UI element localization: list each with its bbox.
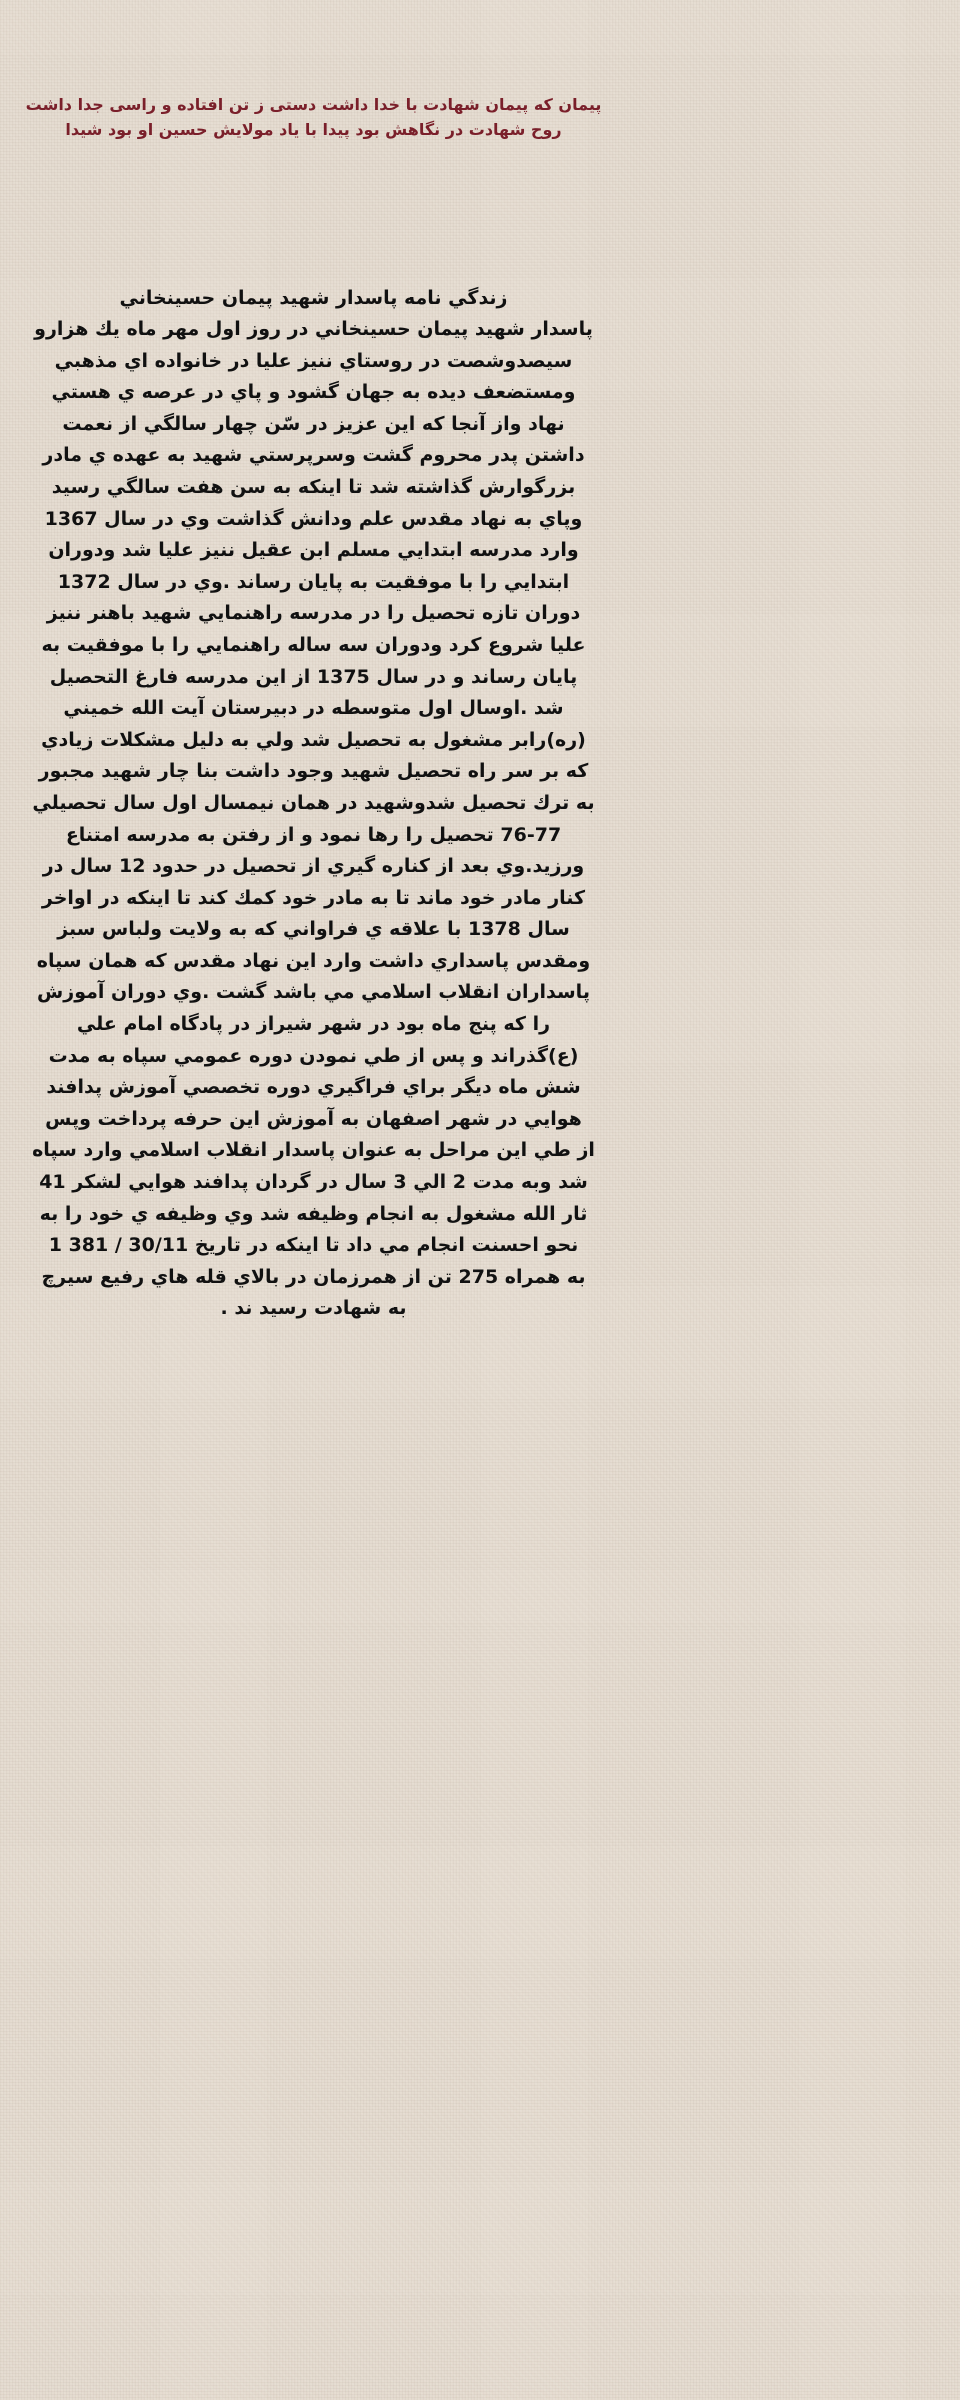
body-line: دوران تازه تحصيل را در مدرسه راهنمايي شهيد باهنر ننيز [46,602,581,625]
body-line: به ترك تحصيل شدوشهيد در همان نيمسال اول سال تحصيلي [32,791,595,814]
poem-line: پیمان که پیمان شهادت با خدا داشت دستی ز تن افتاده و راسی جدا داشت [25,95,602,114]
body-line: ثار الله مشغول به انجام وظيفه شد وي وظيفه ي خود را به [39,1202,588,1225]
body-line: پاسداران انقلاب اسلامي مي باشد گشت .وي دوران آموزش [37,981,590,1004]
body-line: را كه پنج ماه بود در شهر شيراز در پادگاه امام علي [76,1013,551,1036]
body-line: سيصدوشصت در روستاي ننيز عليا در خانواده اي مذهبي [54,349,573,372]
body-line: از طي اين مراحل به عنوان پاسدار انقلاب اسلامي وارد سپاه [32,1139,595,1162]
body-line: (ره)رابر مشغول به تحصيل شد ولي به دليل مشكلات زيادي [41,728,586,751]
body-line: به همراه 275 تن از همرزمان در بالاي قله هاي رفيع سيرچ [41,1265,586,1288]
body-line: كه بر سر راه تحصيل شهيد وجود داشت بنا چار شهيد مجبور [38,760,589,783]
poem-header [12,92,615,142]
body-line: 76-77 تحصيل را رها نمود و از رفتن به مدرسه امتناع [65,823,562,846]
article-title: زندگي نامه پاسدار شهيد پيمان حسينخاني [119,287,508,309]
body-line: ومقدس پاسداري داشت وارد اين نهاد مقدس كه همان سپاه [36,949,591,972]
body-line: پايان رساند و در سال 1375 از اين مدرسه فارغ التحصيل [49,665,578,688]
poem-line: روح شهادت در نگاهش بود پیدا با یاد مولایش حسین او بود شیدا [65,120,562,139]
body-line: وارد مدرسه ابتدايي مسلم ابن عقيل ننيز عليا شد ودوران [48,539,579,562]
biography-article [22,282,605,1325]
body-line: شش ماه ديگر براي فراگيري دوره تخصصي آموزش پدافند [46,1076,581,1099]
body-line: شد وبه مدت 2 الي 3 سال در گردان پدافند هوايي لشكر 41 [39,1171,588,1194]
body-line: سال 1378 با علاقه ي فراواني كه به ولايت ولباس سبز [57,918,570,941]
body-line: به شهادت رسيد ند . [220,1297,407,1320]
body-line: وپاي به نهاد مقدس علم ودانش گذاشت وي در سال 1367 [44,507,583,530]
body-line: نحو احسنت انجام مي داد تا اينكه در تاريخ 30/11 / 381 1 [48,1234,579,1257]
body-line: پاسدار شهيد پيمان حسينخاني در روز اول مهر ماه يك هزارو [34,318,593,340]
body-line: ابتدايي را با موفقيت به پايان رساند .وي در سال 1372 [57,570,570,593]
body-line: هوايي در شهر اصفهان به آموزش اين حرفه پرداخت وپس [45,1107,582,1130]
body-line: ومستضعف ديده به جهان گشود و پاي در عرصه ي هستي [51,381,576,404]
body-line: (ع)گذراند و پس از طي نمودن دوره عمومي سپاه به مدت [48,1044,579,1067]
body-line: ورزيد.وي بعد از كناره گيري از تحصيل در حدود 12 سال در [42,855,585,878]
body-line: شد .اوسال اول متوسطه در دبيرستان آيت الله خميني [63,697,564,720]
body-line: عليا شروع كرد ودوران سه ساله راهنمايي را با موفقيت به [41,633,586,656]
body-line: نهاد واز آنجا كه اين عزيز در سّن چهار سالگي از نعمت [62,412,565,435]
body-line: كنار مادر خود ماند تا به مادر خود كمك كند تا اينكه در اواخر [41,886,586,909]
body-line: بزرگوارش گذاشته شد تا اينكه به سن هفت سالگي رسيد [51,475,576,498]
body-line: داشتن پدر محروم گشت وسرپرستي شهيد به عهده ي مادر [42,444,585,467]
